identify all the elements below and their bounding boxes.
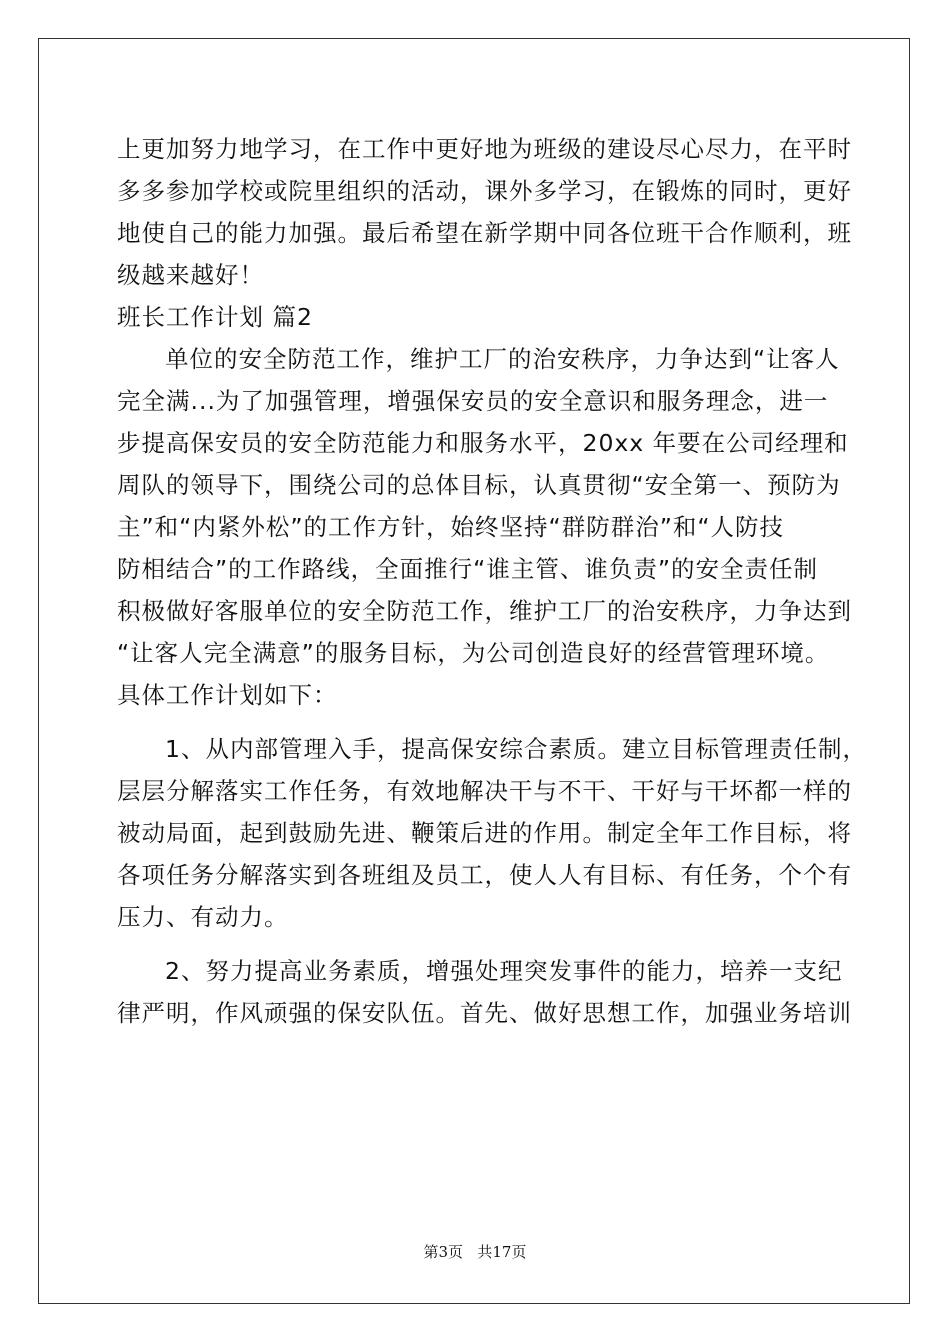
paragraph-line: 各项任务分解落实到各班组及员工，使人人有目标、有任务，个个有 (117, 861, 852, 889)
paragraph-line: 单位的安全防范工作，维护工厂的治安秩序，力争达到“让客人 (165, 345, 840, 373)
paragraph-line: 被动局面，起到鼓励先进、鞭策后进的作用。制定全年工作目标，将 (117, 819, 852, 847)
page-total: 共17页 (477, 1243, 527, 1261)
paragraph-line: 层层分解落实工作任务，有效地解决干与不干、干好与干坏都一样的 (117, 777, 852, 805)
paragraph-line: 步提高保安员的安全防范能力和服务水平，20xx 年要在公司经理和 (117, 429, 849, 457)
page-footer (0, 1241, 950, 1262)
paragraph-line: 主”和“内紧外松”的工作方针，始终坚持“群防群治”和“人防技 (117, 513, 785, 541)
paragraph-line: 1、从内部管理入手，提高保安综合素质。建立目标管理责任制， (165, 735, 867, 763)
paragraph-line: 多多参加学校或院里组织的活动，课外多学习，在锻炼的同时，更好 (117, 177, 852, 205)
paragraph-line: 防相结合”的工作路线，全面推行“谁主管、谁负责”的安全责任制 (117, 555, 819, 583)
paragraph-line: 压力、有动力。 (117, 903, 289, 931)
paragraph-line: 完全满...为了加强管理，增强保安员的安全意识和服务理念，进一 (117, 387, 829, 415)
paragraph-line: 地使自己的能力加强。最后希望在新学期中同各位班干合作顺利，班 (117, 219, 852, 247)
paragraph-line: 周队的领导下，围绕公司的总体目标，认真贯彻“安全第一、预防为 (117, 471, 841, 499)
paragraph-line: 级越来越好！ (117, 261, 264, 289)
section-heading: 班长工作计划 篇2 (117, 303, 313, 331)
document-body (117, 128, 867, 1034)
paragraph-line: 具体工作计划如下： (117, 681, 338, 709)
paragraph-line: “让客人完全满意”的服务目标，为公司创造良好的经营管理环境。 (117, 639, 830, 667)
paragraph-line: 2、努力提高业务素质，增强处理突发事件的能力，培养一支纪 (165, 957, 843, 985)
paragraph-line: 积极做好客服单位的安全防范工作，维护工厂的治安秩序，力争达到 (117, 597, 852, 625)
page-number: 第3页 (423, 1243, 464, 1261)
paragraph-line: 上更加努力地学习，在工作中更好地为班级的建设尽心尽力，在平时 (117, 135, 852, 163)
paragraph-line: 律严明，作风顽强的保安队伍。首先、做好思想工作，加强业务培训 (117, 999, 852, 1027)
